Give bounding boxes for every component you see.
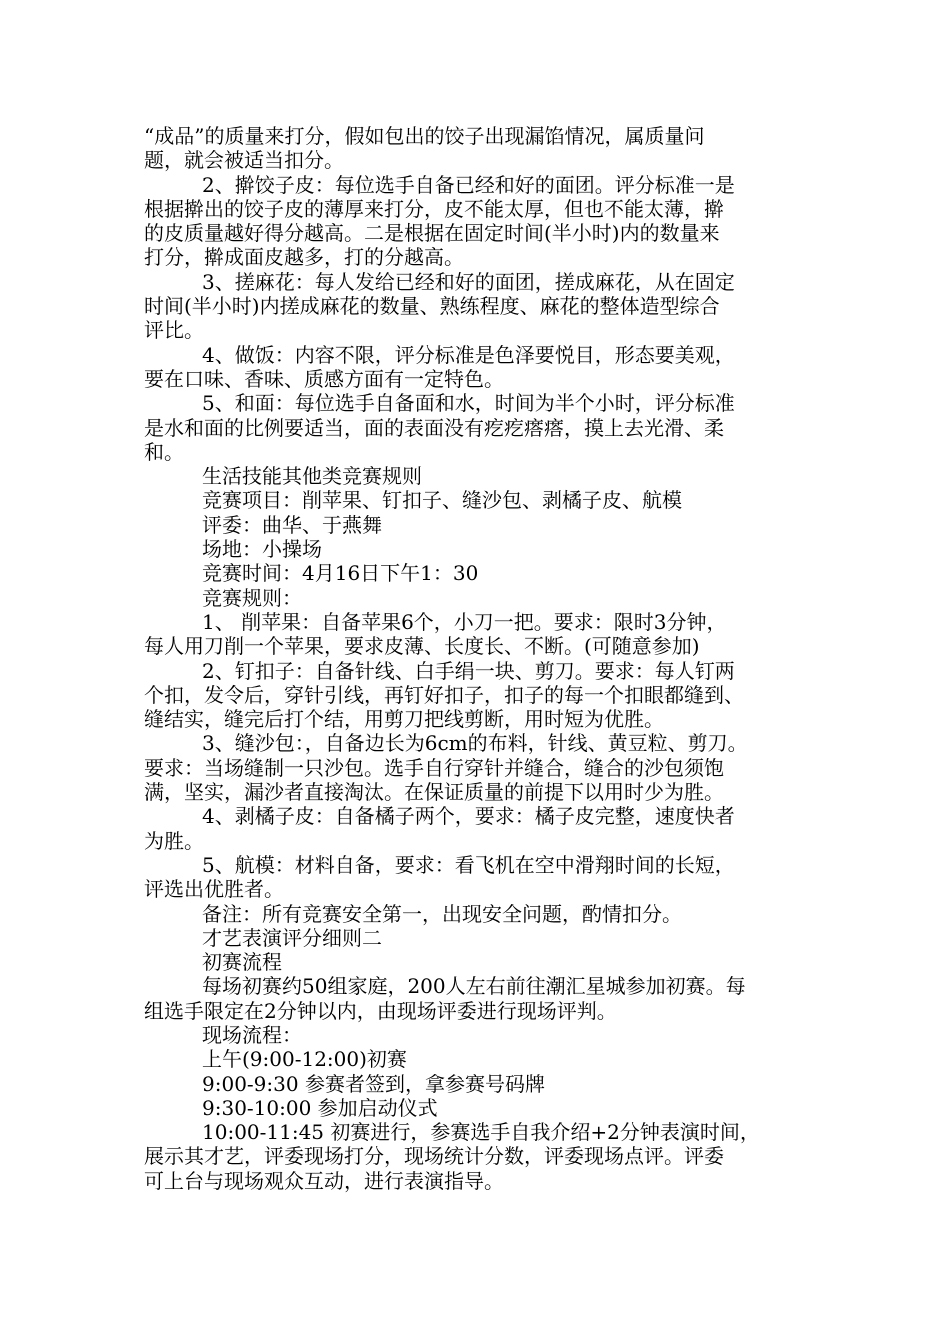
text-line: 上午(9:00-12:00)初赛	[202, 1047, 407, 1072]
text-line: 初赛流程	[202, 950, 282, 975]
text-line: 题，就会被适当扣分。	[144, 148, 344, 173]
text-line: “成品”的质量来打分，假如包出的饺子出现漏馅情况，属质量问	[144, 124, 705, 148]
text-line: 和。	[144, 439, 184, 464]
text-line: 评委：曲华、于燕舞	[202, 512, 382, 537]
text-line: 现场流程：	[202, 1022, 302, 1047]
text-line: 打分，擀成面皮越多，打的分越高。	[144, 245, 464, 270]
text-line: 4、剥橘子皮：自备橘子两个，要求：橘子皮完整，速度快者	[202, 804, 735, 829]
text-line: 3、缝沙包：，自备边长为6cm的布料，针线、黄豆粒、剪刀。	[202, 731, 748, 756]
text-line: 要求：当场缝制一只沙包。选手自行穿针并缝合，缝合的沙包须饱	[144, 755, 724, 780]
text-line: 时间(半小时)内搓成麻花的数量、熟练程度、麻花的整体造型综合	[144, 294, 720, 319]
text-line: 9:30-10:00 参加启动仪式	[202, 1095, 438, 1120]
text-line: 可上台与现场观众互动，进行表演指导。	[144, 1168, 504, 1193]
text-line: 场地：小操场	[202, 537, 322, 562]
text-line: 生活技能其他类竞赛规则	[202, 464, 422, 489]
text-line: 缝结实，缝完后打个结，用剪刀把线剪断，用时短为优胜。	[144, 707, 664, 732]
text-line: 2、擀饺子皮：每位选手自备已经和好的面团。评分标准一是	[202, 172, 735, 197]
text-line: 竞赛规则：	[202, 585, 302, 610]
text-line: 备注：所有竞赛安全第一，出现安全问题，酌情扣分。	[202, 901, 682, 926]
text-line: 评比。	[144, 318, 204, 343]
text-line: 每场初赛约50组家庭，200人左右前往潮汇星城参加初赛。每	[202, 974, 746, 999]
text-line: 才艺表演评分细则二	[202, 925, 382, 950]
text-line: 评选出优胜者。	[144, 877, 284, 902]
text-line: 5、和面：每位选手自备面和水，时间为半个小时，评分标准	[202, 391, 735, 416]
text-line: 4、做饭：内容不限，评分标准是色泽要悦目，形态要美观，	[202, 342, 735, 367]
text-line: 9:00-9:30 参赛者签到，拿参赛号码牌	[202, 1071, 545, 1096]
text-line: 竞赛时间：4月16日下午1：30	[202, 561, 479, 586]
text-line: 10:00-11:45 初赛进行，参赛选手自我介绍+2分钟表演时间，	[202, 1120, 760, 1145]
text-line: 要在口味、香味、质感方面有一定特色。	[144, 366, 504, 391]
document-page	[144, 124, 812, 1193]
text-line: 2、钉扣子：自备针线、白手绢一块、剪刀。要求：每人钉两	[202, 658, 735, 683]
text-line: 个扣，发令后，穿针引线，再钉好扣子，扣子的每一个扣眼都缝到、	[144, 682, 744, 707]
text-line: 为胜。	[144, 828, 204, 853]
text-line: 展示其才艺，评委现场打分，现场统计分数，评委现场点评。评委	[144, 1144, 724, 1169]
text-line: 5、航模：材料自备，要求：看飞机在空中滑翔时间的长短，	[202, 852, 735, 877]
text-line: 的皮质量越好得分越高。二是根据在固定时间(半小时)内的数量来	[144, 221, 720, 246]
text-line: 每人用刀削一个苹果，要求皮薄、长度长、不断。(可随意参加)	[144, 634, 700, 659]
text-line: 竞赛项目：削苹果、钉扣子、缝沙包、剥橘子皮、航模	[202, 488, 682, 513]
text-line: 组选手限定在2分钟以内，由现场评委进行现场评判。	[144, 998, 617, 1023]
text-line: 3、搓麻花：每人发给已经和好的面团，搓成麻花，从在固定	[202, 269, 735, 294]
text-line: 1、 削苹果：自备苹果6个，小刀一把。要求：限时3分钟，	[202, 609, 727, 634]
text-line: 是水和面的比例要适当，面的表面没有疙疙瘩瘩，摸上去光滑、柔	[144, 415, 724, 440]
text-line: 根据擀出的饺子皮的薄厚来打分，皮不能太厚，但也不能太薄，擀	[144, 196, 724, 221]
text-line: 满，坚实，漏沙者直接淘汰。在保证质量的前提下以用时少为胜。	[144, 780, 724, 805]
